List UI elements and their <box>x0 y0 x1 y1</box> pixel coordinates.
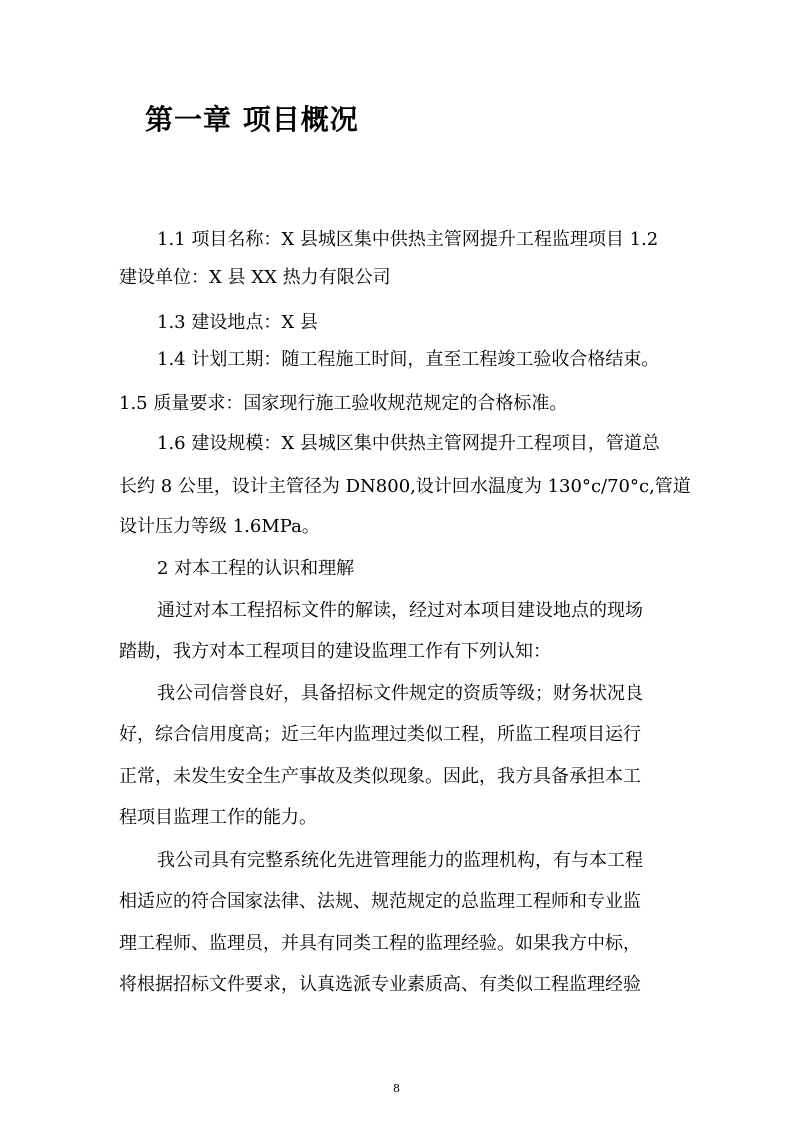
text-line: 1.6 建设规模：X 县城区集中供热主管网提升工程项目，管道总 <box>157 433 660 454</box>
text-line: 1.3 建设地点：X 县 <box>157 312 318 333</box>
page-number: 8 <box>393 1082 400 1095</box>
text-line: 理工程师、监理员，并具有同类工程的监理经验。如果我方中标， <box>119 933 641 954</box>
text-line: 我公司信誉良好，具备招标文件规定的资质等级；财务状况良 <box>157 683 643 704</box>
text-line: 将根据招标文件要求，认真选派专业素质高、有类似工程监理经验 <box>119 974 641 995</box>
text-line: 建设单位：X 县 XX 热力有限公司 <box>119 267 391 288</box>
text-line: 通过对本工程招标文件的解读，经过对本项目建设地点的现场 <box>157 600 643 621</box>
text-line: 设计压力等级 1.6MPa。 <box>119 516 320 537</box>
text-line: 相适应的符合国家法律、法规、规范规定的总监理工程师和专业监 <box>119 891 641 912</box>
text-line: 踏勘，我方对本工程项目的建设监理工作有下列认知： <box>119 641 551 662</box>
text-line: 1.1 项目名称：X 县城区集中供热主管网提升工程监理项目 1.2 <box>157 229 659 250</box>
text-line: 正常，未发生安全生产事故及类似现象。因此，我方具备承担本工 <box>119 766 641 787</box>
text-line: 我公司具有完整系统化先进管理能力的监理机构，有与本工程 <box>157 850 643 871</box>
text-line: 2 对本工程的认识和理解 <box>157 558 355 579</box>
chapter-title: 第一章 项目概况 <box>145 103 359 136</box>
text-line: 1.4 计划工期：随工程施工时间，直至工程竣工验收合格结束。 <box>157 349 660 370</box>
text-line: 好，综合信用度高；近三年内监理过类似工程，所监工程项目运行 <box>119 724 641 745</box>
text-line: 程项目监理工作的能力。 <box>119 807 317 828</box>
text-line: 长约 8 公里，设计主管径为 DN800,设计回水温度为 130°c/70°c,管道 <box>119 476 691 497</box>
text-line: 1.5 质量要求：国家现行施工验收规范规定的合格标准。 <box>119 393 568 414</box>
